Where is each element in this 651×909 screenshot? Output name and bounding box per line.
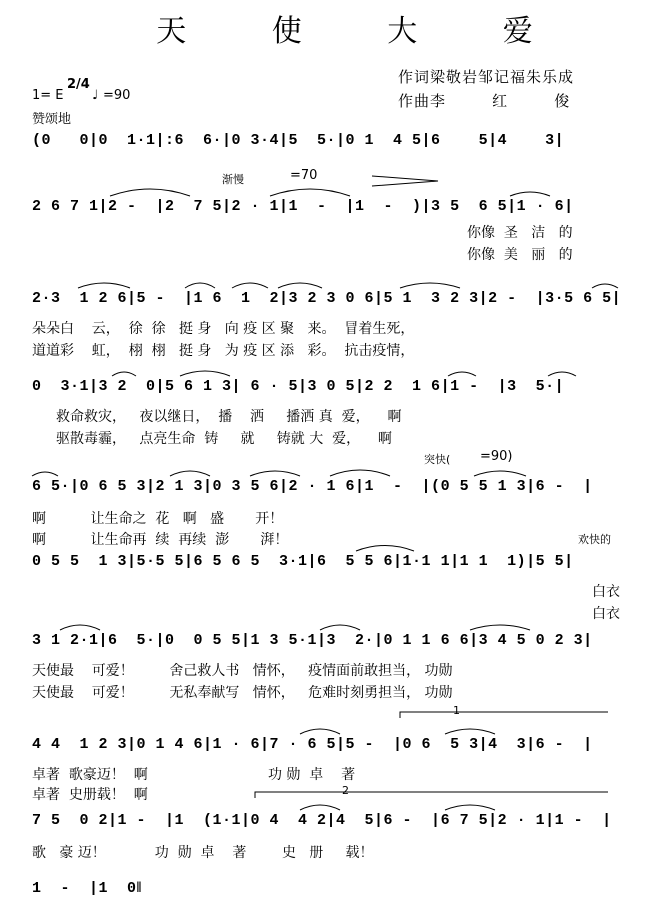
lyric-line-7b: 天使最 可爱！ 无私奉献写 情怀， 危难时刻勇担当， 功勋: [32, 685, 453, 701]
volta-bracket: [400, 712, 608, 718]
tempo-change-marking-2: 突快(: [424, 453, 451, 466]
lyric-line-5b: 啊 让生命再 续 再续 澎 湃！: [32, 532, 289, 548]
tempo-change-value-2: =90): [480, 449, 513, 464]
lyric-line-5a: 啊 让生命之 花 啊 盛 开！: [32, 511, 284, 527]
volta-1-label: 1: [453, 704, 460, 717]
slur-mark: [320, 625, 360, 630]
lyric-line-2a: 你像 圣 洁 的: [467, 225, 573, 241]
slur-mark: [60, 625, 100, 630]
notation-line-7: 3 1 2·1|6 5·|0 0 5 5|1 3 5·1|3 2·|0 1 1 6 6|3 4 5 0 2 3|: [32, 632, 593, 649]
lyric-line-4a: 救命救灾， 夜以继日， 播 洒 播洒 真 爱， 啊: [56, 409, 402, 425]
slur-mark: [300, 805, 340, 810]
notation-line-5: 6 5·|0 6 5 3|2 1 3|0 3 5 6|2 · 1 6|1 - |(0 5 5 1 3|6 - |: [32, 478, 593, 495]
slur-mark: [270, 189, 350, 196]
lyric-line-6b: 白衣: [592, 606, 620, 622]
lyric-line-3a: 朵朵白 云， 徐 徐 挺 身 向 疫 区 聚 来。 冒着生死，: [32, 321, 415, 337]
notation-line-6: 0 5 5 1 3|5·5 5|6 5 6 5 3·1|6 5 5 6|1·1 1|1 1 1)|5 5|: [32, 553, 574, 570]
composer-credit: 作曲李 红 俊: [398, 92, 571, 110]
slur-mark: [400, 283, 460, 288]
slur-mark: [474, 471, 526, 476]
slur-mark: [330, 470, 390, 476]
notation-line-4: 0 3·1|3 2 0|5 6 1 3| 6 · 5|3 0 5|2 2 1 6|1 - |3 5·|: [32, 378, 565, 395]
notation-line-1: (0 0|0 1·1|:6 6·|0 3·4|5 5·|0 1 4 5|6 5|4 3|: [32, 132, 565, 149]
slur-mark: [445, 805, 495, 810]
slur-mark: [278, 283, 322, 288]
slur-mark: [232, 283, 268, 288]
slur-mark: [548, 372, 576, 376]
slur-mark: [445, 729, 495, 734]
notation-line-10: 1 - |1 0‖: [32, 880, 142, 897]
tempo-change-marking: 渐慢: [222, 173, 244, 186]
lyric-line-6a: 白衣: [592, 584, 620, 600]
expression-marking: 赞颂地: [32, 112, 72, 127]
slur-mark: [510, 192, 550, 196]
lyric-line-8a: 卓著 歌豪迈！ 啊 功 勋 卓 著: [32, 767, 356, 783]
slur-mark: [356, 546, 414, 552]
slur-mark: [470, 625, 530, 630]
slur-mark: [78, 283, 130, 288]
notation-line-3: 2·3 1 2 6|5 - |1 6 1 2|3 2 3 0 6|5 1 3 2 3|2 - |3·5 6 5|: [32, 290, 622, 307]
slur-mark: [110, 189, 190, 196]
slur-mark: [32, 472, 58, 476]
lyricist-credit: 作词梁敬岩邹记福朱乐成: [398, 68, 575, 86]
volta-2-label: 2: [342, 784, 349, 797]
time-signature: 2/4: [67, 77, 90, 92]
lyric-line-7a: 天使最 可爱！ 舍己救人书 情怀， 疫情面前敢担当， 功勋: [32, 663, 453, 679]
lyric-line-9a: 歌 豪 迈！ 功 勋 卓 著 史 册 载！: [32, 845, 374, 861]
lyric-line-4b: 驱散毒霾， 点亮生命 铸 就 铸就 大 爱， 啊: [56, 431, 392, 447]
notation-line-2: 2 6 7 1|2 - |2 7 5|2 · 1|1 - |1 - )|3 5 6 5|1 · 6|: [32, 198, 574, 215]
slur-mark: [448, 372, 476, 376]
slur-mark: [112, 372, 136, 376]
slur-mark: [300, 729, 340, 734]
volta-bracket: [255, 792, 608, 798]
slur-mark: [185, 283, 215, 288]
tempo-marking: =90: [103, 88, 131, 103]
lyric-line-3b: 道道彩 虹， 栩 栩 挺 身 为 疫 区 添 彩。 抗击疫情，: [32, 343, 415, 359]
lyric-line-2b: 你像 美 丽 的: [467, 247, 573, 263]
notation-line-8: 4 4 1 2 3|0 1 4 6|1 · 6|7 · 6 5|5 - |0 6 5 3|4 3|6 - |: [32, 736, 593, 753]
notation-line-9: 7 5 0 2|1 - |1 (1·1|0 4 4 2|4 5|6 - |6 7 5|2 · 1|1 - |: [32, 812, 612, 829]
tempo-note-icon: ♩: [92, 88, 99, 103]
slur-mark: [180, 371, 230, 376]
song-title: 天 使 大 爱: [156, 14, 571, 49]
slur-mark: [250, 471, 300, 476]
slur-mark: [592, 284, 618, 288]
key-signature: 1= E: [32, 88, 64, 103]
hairpin-mark: [372, 176, 438, 186]
slur-mark: [170, 471, 210, 476]
lyric-line-8b: 卓著 史册载！ 啊: [32, 787, 148, 803]
expression-marking-2: 欢快的: [578, 533, 611, 546]
tempo-change-value: =70: [290, 168, 318, 183]
